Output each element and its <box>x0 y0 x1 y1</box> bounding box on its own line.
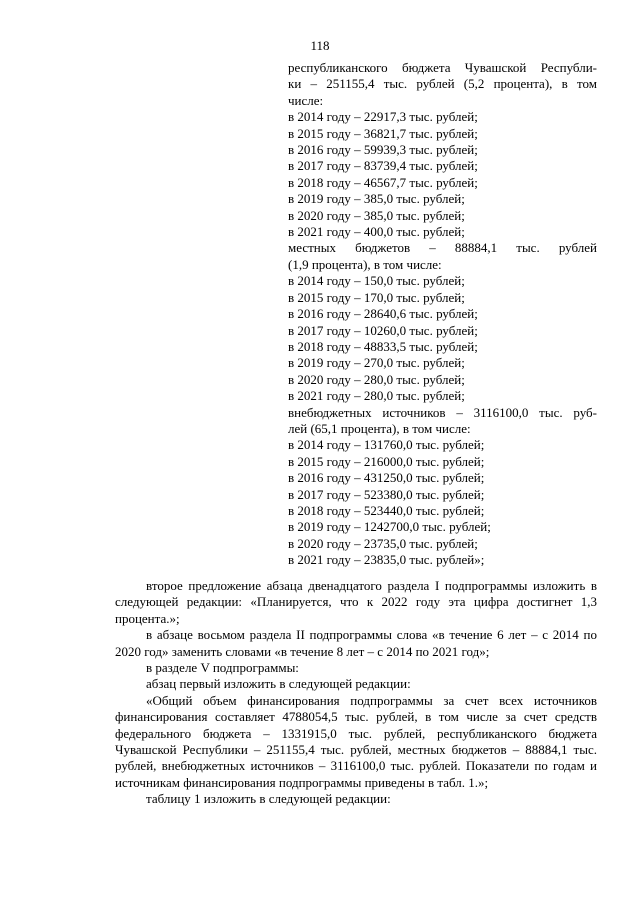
funding-line: ки – 251155,4 тыс. рублей (5,2 процента), в том <box>288 76 597 92</box>
funding-line: в 2020 году – 385,0 тыс. рублей; <box>288 207 465 223</box>
funding-line: в 2014 году – 22917,3 тыс. рублей; <box>288 109 478 125</box>
paragraph: второе предложение абзаца двенадцатого раздела I подпрограммы изложить в следующей редакции: «Планируется, что к 2022 году эта цифра достигнет 1,3 процента.»; <box>115 578 597 626</box>
funding-line: в 2017 году – 10260,0 тыс. рублей; <box>288 322 478 338</box>
funding-line: в 2019 году – 1242700,0 тыс. рублей; <box>288 519 491 535</box>
paragraph: абзац первый изложить в следующей редакции: <box>146 676 411 692</box>
funding-line: внебюджетных источников – 3116100,0 тыс. руб- <box>288 404 597 420</box>
funding-line: (1,9 процента), в том числе: <box>288 256 442 272</box>
paragraph: таблицу 1 изложить в следующей редакции: <box>146 791 391 807</box>
funding-line: в 2017 году – 523380,0 тыс. рублей; <box>288 486 485 502</box>
funding-line: местных бюджетов – 88884,1 тыс. рублей <box>288 240 597 256</box>
funding-line: в 2021 году – 280,0 тыс. рублей; <box>288 388 465 404</box>
funding-line: в 2021 году – 23835,0 тыс. рублей»; <box>288 552 485 568</box>
funding-line: в 2017 году – 83739,4 тыс. рублей; <box>288 158 478 174</box>
funding-line: в 2014 году – 150,0 тыс. рублей; <box>288 273 465 289</box>
funding-line: в 2018 году – 523440,0 тыс. рублей; <box>288 502 485 518</box>
funding-line: в 2021 году – 400,0 тыс. рублей; <box>288 224 465 240</box>
funding-line: в 2015 году – 36821,7 тыс. рублей; <box>288 125 478 141</box>
funding-line: числе: <box>288 92 324 108</box>
funding-line: лей (65,1 процента), в том числе: <box>288 420 471 436</box>
paragraph: «Общий объем финансирования подпрограммы за счет всех источников финансирования составляет 4788054,5 тыс. рублей, в том числе за счет средств федерального бюджета – 1331915,0 тыс. рублей, республиканского бюджета Чувашской Республики – 251155,4 тыс. рублей, местных бюджетов – 88884,1 тыс. рублей, внебюджетных источников – 3116100,0 тыс. рублей. Показатели по годам и источникам финансирования подпрограммы приведены в табл. 1.»; <box>115 692 597 790</box>
funding-line: в 2016 году – 59939,3 тыс. рублей; <box>288 142 478 158</box>
funding-line: в 2019 году – 385,0 тыс. рублей; <box>288 191 465 207</box>
funding-line: в 2020 году – 280,0 тыс. рублей; <box>288 371 465 387</box>
paragraph: в разделе V подпрограммы: <box>146 660 299 676</box>
funding-line: республиканского бюджета Чувашской Республи- <box>288 60 597 75</box>
funding-line: в 2014 году – 131760,0 тыс. рублей; <box>288 437 485 453</box>
funding-line: в 2015 году – 216000,0 тыс. рублей; <box>288 453 485 469</box>
funding-line: в 2016 году – 431250,0 тыс. рублей; <box>288 470 485 486</box>
funding-line: в 2020 году – 23735,0 тыс. рублей; <box>288 535 478 551</box>
funding-breakdown-column <box>288 60 597 569</box>
funding-line: в 2018 году – 48833,5 тыс. рублей; <box>288 338 478 354</box>
funding-line: в 2019 году – 270,0 тыс. рублей; <box>288 355 465 371</box>
page-number: 118 <box>310 38 330 53</box>
funding-line: в 2016 году – 28640,6 тыс. рублей; <box>288 306 478 322</box>
amendment-text <box>115 578 597 808</box>
funding-line: в 2018 году – 46567,7 тыс. рублей; <box>288 174 478 190</box>
paragraph: в абзаце восьмом раздела II подпрограммы слова «в течение 6 лет – с 2014 по 2020 год» заменить словами «в течение 8 лет – с 2014 по 2021 год»; <box>115 627 597 659</box>
funding-line: в 2015 году – 170,0 тыс. рублей; <box>288 289 465 305</box>
